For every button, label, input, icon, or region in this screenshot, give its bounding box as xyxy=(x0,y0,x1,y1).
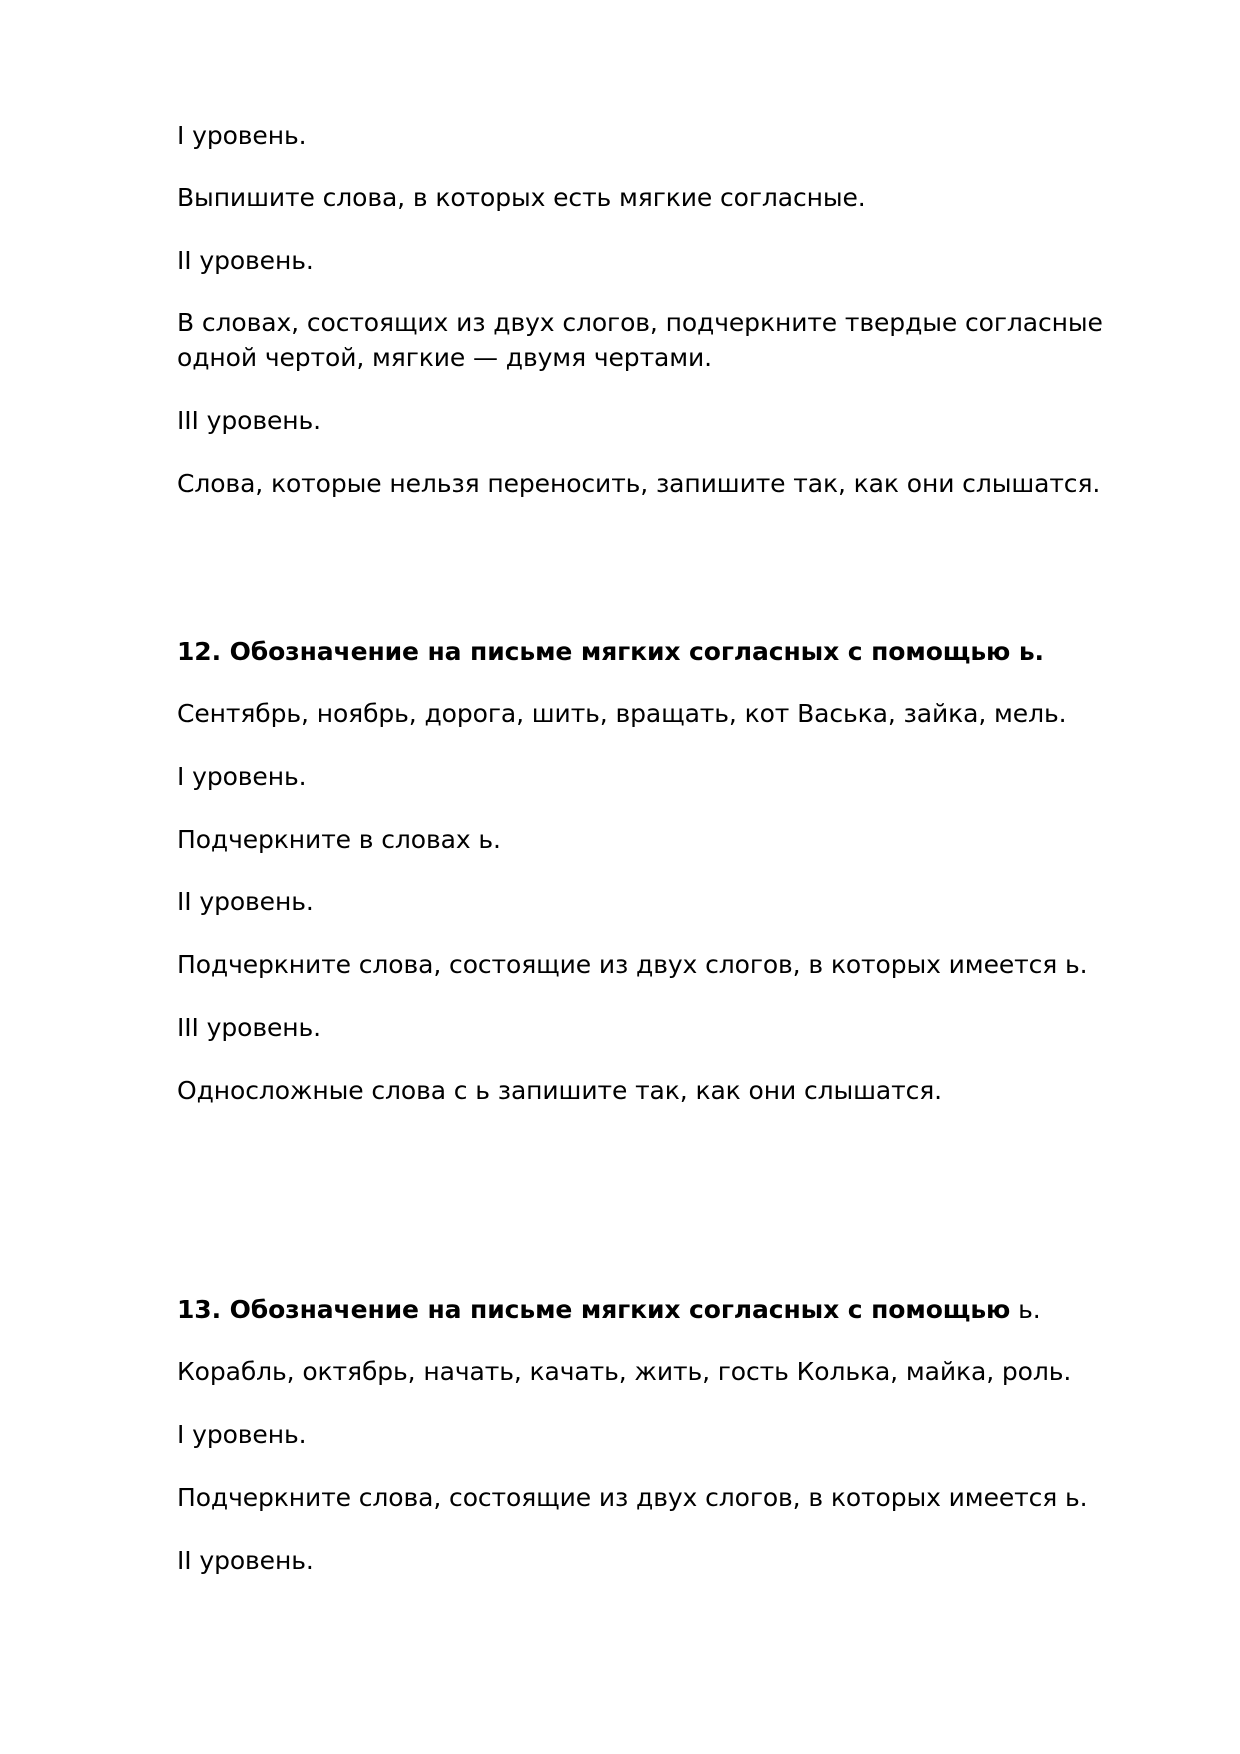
word-list: Корабль, октябрь, начать, качать, жить, гость Колька, майка, роль. xyxy=(177,1357,1072,1386)
level-label: III уровень. xyxy=(177,406,321,435)
task-text-line1: В словах, состоящих из двух слогов, подчеркните твердые согласные xyxy=(177,308,1103,337)
task-text: Подчеркните в словах ь. xyxy=(177,825,501,854)
level-label: II уровень. xyxy=(177,246,314,275)
task-text: Подчеркните слова, состоящие из двух слогов, в которых имеется ь. xyxy=(177,950,1088,979)
level-label: III уровень. xyxy=(177,1013,321,1042)
level-label: I уровень. xyxy=(177,1420,307,1449)
task-text-line2: одной чертой, мягкие — двумя чертами. xyxy=(177,343,713,372)
section-heading xyxy=(177,1292,1107,1328)
task-text: Подчеркните слова, состоящие из двух слогов, в которых имеется ь. xyxy=(177,1483,1088,1512)
task-text: Выпишите слова, в которых есть мягкие согласные. xyxy=(177,183,866,212)
section-heading: 12. Обозначение на письме мягких согласных с помощью ь. xyxy=(177,637,1044,666)
level-label: II уровень. xyxy=(177,887,314,916)
section-heading-tail: ь. xyxy=(1010,1295,1041,1324)
level-label: II уровень. xyxy=(177,1546,314,1575)
section-heading-bold: 13. Обозначение на письме мягких согласных с помощью xyxy=(177,1295,1011,1324)
task-text: Слова, которые нельзя переносить, запишите так, как они слышатся. xyxy=(177,469,1101,498)
level-label: I уровень. xyxy=(177,762,307,791)
word-list: Сентябрь, ноябрь, дорога, шить, вращать, кот Васька, зайка, мель. xyxy=(177,699,1067,728)
task-text: Односложные слова с ь запишите так, как они слышатся. xyxy=(177,1076,943,1105)
level-label: I уровень. xyxy=(177,121,307,150)
